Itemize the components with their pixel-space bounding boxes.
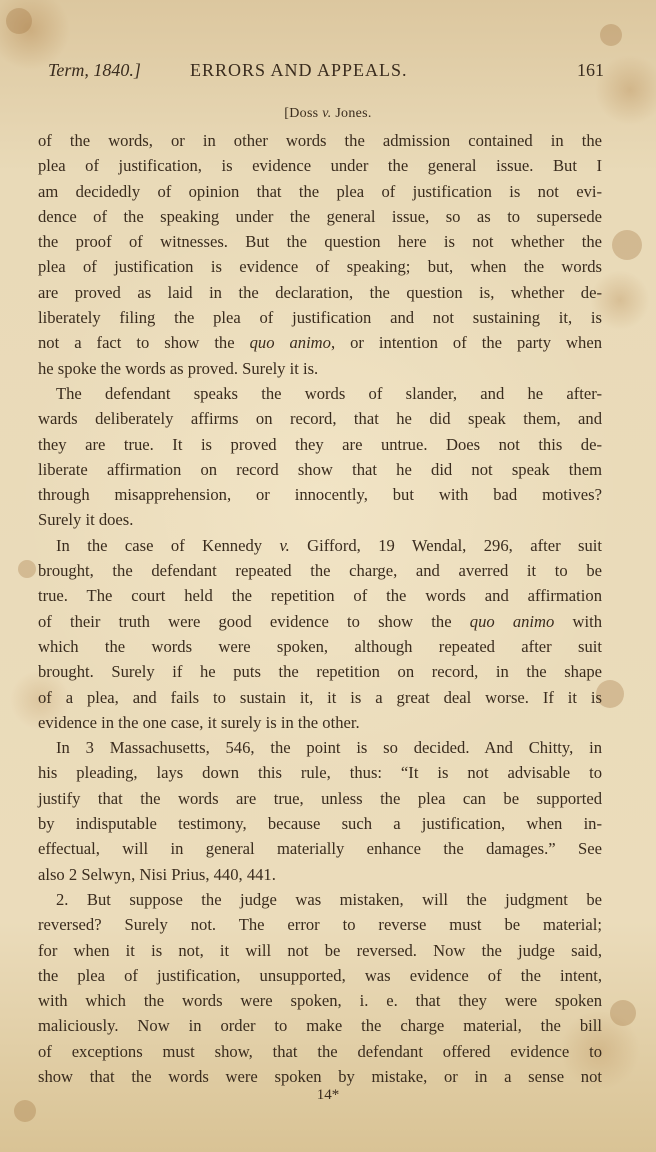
text-line: of exceptions must show, that the defendant offered evidence to xyxy=(38,1041,602,1061)
page-number: 161 xyxy=(577,60,604,80)
text-line: The defendant speaks the words of slander, and he after- xyxy=(56,383,602,403)
text-line: for when it is not, it will not be reversed. Now the judge said, xyxy=(38,940,602,960)
text-line: justify that the words are true, unless the plea can be supported xyxy=(38,788,602,808)
case-caption: [Doss v. Jones. xyxy=(284,106,372,121)
foxing-spot xyxy=(610,1000,636,1026)
text-line: his pleading, lays down this rule, thus: “It is not advisable to xyxy=(38,763,602,783)
text-line: which the words were spoken, although repeated after suit xyxy=(38,636,602,656)
text-line: the plea of justification, unsupported, was evidence of the intent, xyxy=(38,965,602,985)
text-line: 2. But suppose the judge was mistaken, will the judgment be xyxy=(56,889,602,909)
text-line: are proved as laid in the declaration, the question is, whether de- xyxy=(38,282,602,302)
text-line: brought. Surely if he puts the repetition on record, in the shape xyxy=(38,662,602,682)
text-line: of the words, or in other words the admission contained in the xyxy=(38,131,602,150)
text-line: through misapprehension, or innocently, but with bad motives? xyxy=(38,485,602,505)
text-line: true. The court held the repetition of the words and affirmation xyxy=(38,586,602,606)
text-line: show that the words were spoken by mistake, or in a sense not xyxy=(38,1066,602,1086)
text-line: dence of the speaking under the general issue, so as to supersede xyxy=(38,206,602,226)
text-line: liberately filing the plea of justification and not sustaining it, is xyxy=(38,308,602,328)
text-line: maliciously. Now in order to make the charge material, the bill xyxy=(38,1016,602,1036)
foxing-spot xyxy=(600,24,622,46)
text-line: of their truth were good evidence to show the quo animo with xyxy=(38,611,603,631)
text-line: In the case of Kennedy v. Gifford, 19 Wendal, 296, after suit xyxy=(56,535,602,555)
text-line: reversed? Surely not. The error to reverse must be material; xyxy=(38,915,602,935)
text-line: In 3 Massachusetts, 546, the point is so decided. And Chitty, in xyxy=(56,738,602,758)
text-line: wards deliberately affirms on record, that he did speak them, and xyxy=(38,409,602,429)
text-line: liberate affirmation on record show that he did not speak them xyxy=(38,459,602,479)
running-header xyxy=(48,60,604,86)
text-line: he spoke the words as proved. Surely it is. xyxy=(38,358,319,378)
text-line: not a fact to show the quo animo, or intention of the party when xyxy=(38,333,602,353)
text-line: plea of justification is evidence of speaking; but, when the words xyxy=(38,257,602,277)
text-line: brought, the defendant repeated the charge, and averred it to be xyxy=(38,561,602,581)
term-label: Term, 1840.] xyxy=(48,60,141,80)
text-line: by indisputable testimony, because such a justification, when in- xyxy=(38,814,602,834)
text-line: the proof of witnesses. But the question here is not whether the xyxy=(38,232,602,252)
text-line: they are true. It is proved they are untrue. Does not this de- xyxy=(38,434,602,454)
text-line: with which the words were spoken, i. e. that they were spoken xyxy=(38,991,602,1011)
text-line: Surely it does. xyxy=(38,510,134,530)
section-title: ERRORS AND APPEALS. xyxy=(190,60,408,80)
foxing-spot xyxy=(612,230,642,260)
text-line: effectual, will in general materially enhance the damages.” See xyxy=(38,839,602,859)
foxing-spot xyxy=(18,560,36,578)
signature-mark: 14* xyxy=(316,1087,340,1103)
foxing-spot xyxy=(6,8,32,34)
text-line: plea of justification, is evidence under the general issue. But I xyxy=(38,156,602,176)
text-line: evidence in the one case, it surely is in the other. xyxy=(38,712,360,732)
text-line: also 2 Selwyn, Nisi Prius, 440, 441. xyxy=(38,864,276,884)
text-line: of a plea, and fails to sustain it, it is a great deal worse. If it is xyxy=(38,687,602,707)
text-line: am decidedly of opinion that the plea of justification is not evi- xyxy=(38,181,602,201)
body-text xyxy=(38,128,602,1089)
